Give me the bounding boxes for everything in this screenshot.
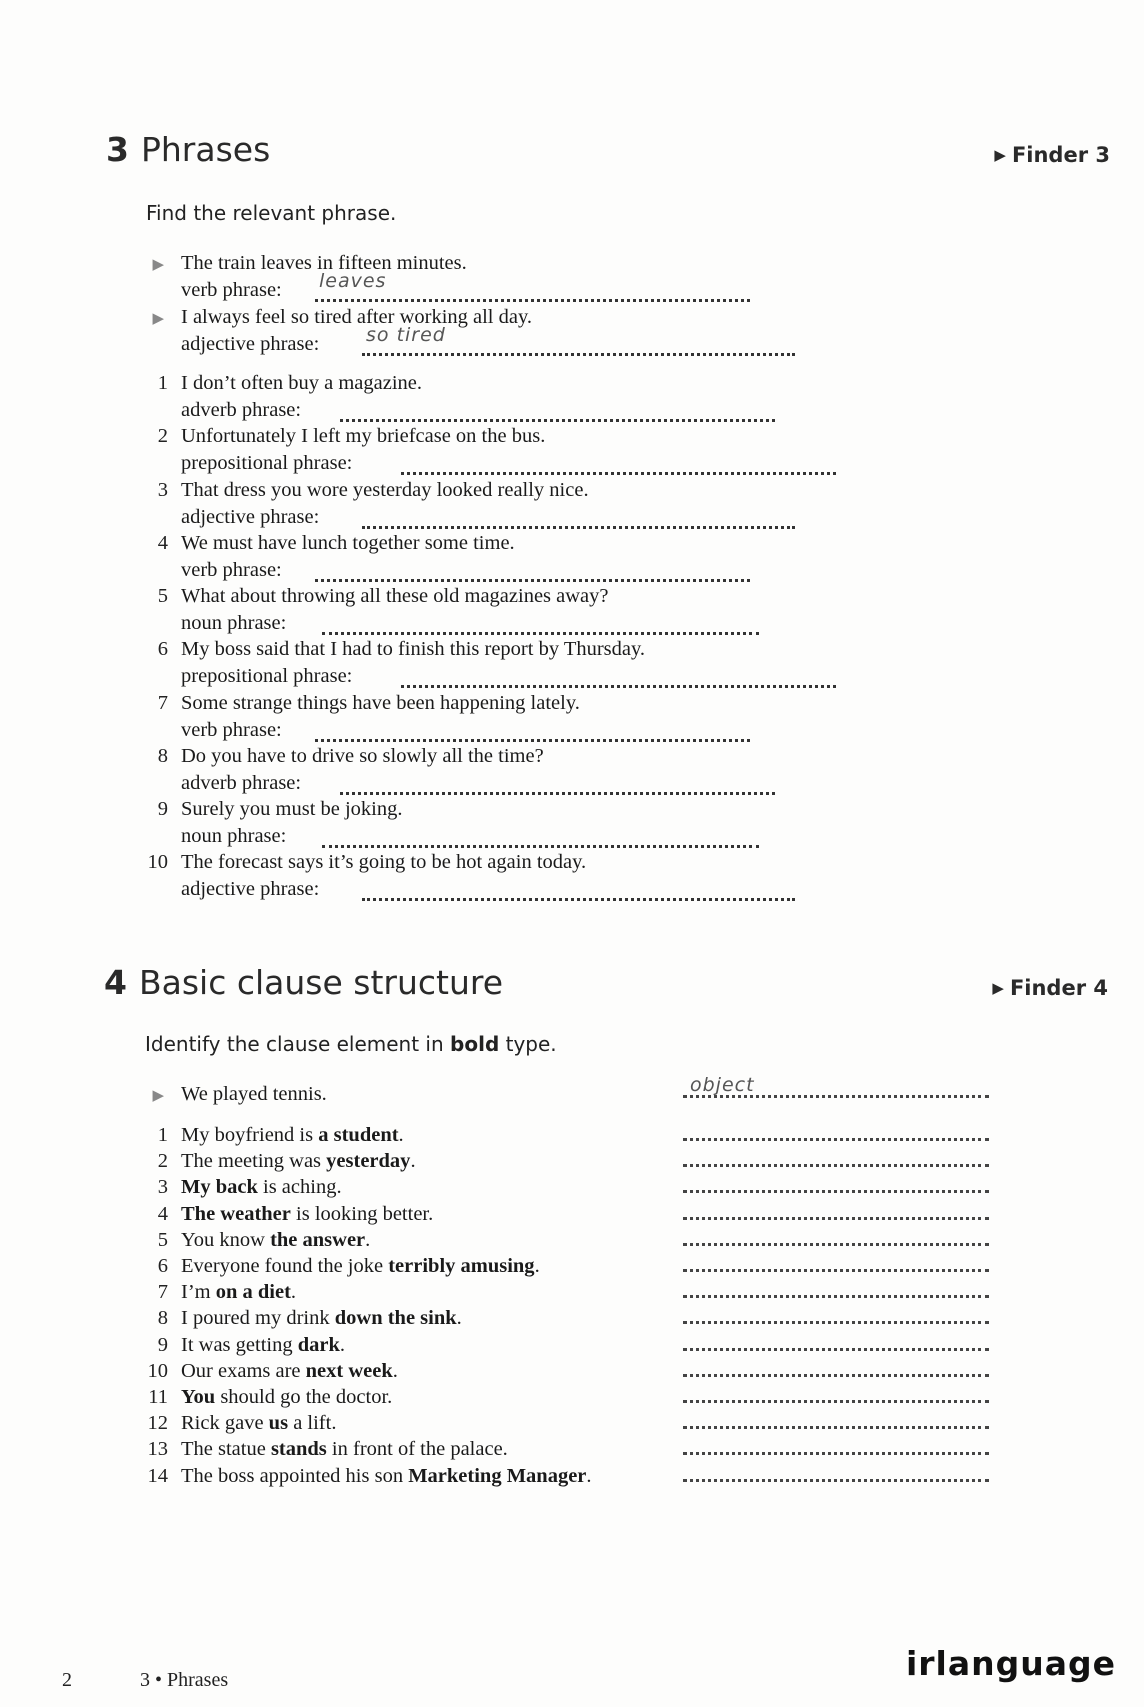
phrase-type-label: adverb phrase: xyxy=(181,772,302,794)
item-number: 9 xyxy=(157,1333,168,1356)
answer-blank[interactable] xyxy=(322,618,759,635)
page-number: 2 xyxy=(62,1669,72,1691)
sentence: I don’t often buy a magazine. xyxy=(181,372,422,394)
sentence: The meeting was yesterday. xyxy=(181,1150,416,1173)
phrase-type-label: adjective phrase: xyxy=(181,333,320,355)
item-number: 8 xyxy=(157,745,168,767)
sentence: I’m on a diet. xyxy=(181,1281,297,1304)
sentence: You should go the doctor. xyxy=(181,1386,393,1408)
answer-blank[interactable] xyxy=(683,1283,989,1298)
bold-clause-element: terribly amusing xyxy=(388,1255,535,1277)
sentence: The statue stands in front of the palace. xyxy=(181,1438,508,1461)
sentence: What about throwing all these old magazines away? xyxy=(181,585,609,607)
phrase-type-label: adjective phrase: xyxy=(181,506,320,528)
section-3-instruction: Find the relevant phrase. xyxy=(146,201,397,225)
example-arrow-icon: ▶ xyxy=(152,1088,164,1104)
item-number: 4 xyxy=(157,1202,168,1225)
section-title-text: Basic clause structure xyxy=(138,963,504,1002)
handwritten-answer: object xyxy=(690,1074,755,1096)
section-title-text: Phrases xyxy=(140,130,271,169)
sentence: Surely you must be joking. xyxy=(181,798,403,820)
bold-clause-element: a student xyxy=(318,1124,399,1146)
item-number: 5 xyxy=(157,1228,168,1251)
item-number: 12 xyxy=(147,1412,168,1435)
answer-blank[interactable] xyxy=(322,831,759,848)
bold-clause-element: us xyxy=(268,1412,289,1435)
section-4-title xyxy=(104,963,503,1002)
sentence: The weather is looking better. xyxy=(181,1202,434,1225)
answer-blank[interactable] xyxy=(315,565,750,582)
phrase-type-label: verb phrase: xyxy=(181,719,282,741)
instruction-text: type. xyxy=(505,1032,557,1056)
finder-label: Finder 4 xyxy=(1009,976,1108,1000)
item-number: 2 xyxy=(157,425,168,447)
bold-clause-element: the answer xyxy=(270,1228,366,1251)
answer-blank[interactable] xyxy=(683,1362,989,1377)
bold-clause-element: down the sink xyxy=(334,1307,457,1330)
item-number: 11 xyxy=(148,1386,168,1408)
sentence: Some strange things have been happening lately. xyxy=(181,692,580,714)
instruction-text: Identify the clause element in xyxy=(145,1032,444,1056)
answer-blank[interactable] xyxy=(315,725,750,742)
sentence: Everyone found the joke terribly amusing. xyxy=(181,1255,540,1277)
finder-label: Finder 3 xyxy=(1011,143,1110,167)
answer-blank[interactable] xyxy=(683,1126,989,1141)
item-number: 2 xyxy=(157,1150,168,1173)
answer-blank[interactable] xyxy=(683,1414,989,1429)
answer-blank[interactable] xyxy=(683,1336,989,1351)
item-number: 1 xyxy=(157,1124,168,1146)
bold-clause-element: stands xyxy=(270,1438,327,1461)
item-number: 8 xyxy=(157,1307,168,1330)
item-number: 7 xyxy=(157,692,168,714)
running-head: 3 • Phrases xyxy=(140,1669,229,1691)
phrase-type-label: verb phrase: xyxy=(181,559,282,581)
item-number: 3 xyxy=(157,1176,168,1199)
bold-clause-element: You xyxy=(181,1386,216,1408)
bold-clause-element: yesterday xyxy=(326,1150,411,1173)
bold-clause-element: The weather xyxy=(181,1202,291,1225)
phrase-type-label: adverb phrase: xyxy=(181,399,302,421)
example-arrow-icon: ▶ xyxy=(152,257,164,273)
handwritten-answer: leaves xyxy=(319,270,387,292)
bold-clause-element: My back xyxy=(181,1176,258,1199)
sentence: Rick gave us a lift. xyxy=(181,1412,337,1435)
answer-blank[interactable] xyxy=(683,1231,989,1246)
answer-blank[interactable] xyxy=(683,1205,989,1220)
answer-blank[interactable] xyxy=(401,458,836,475)
item-number: 9 xyxy=(157,798,168,820)
handwritten-answer: so tired xyxy=(366,324,446,346)
answer-blank[interactable] xyxy=(683,1388,989,1403)
triangle-right-icon: ▶ xyxy=(994,146,1006,164)
sentence: I poured my drink down the sink. xyxy=(181,1307,462,1330)
sentence: It was getting dark. xyxy=(181,1333,345,1356)
answer-blank[interactable] xyxy=(401,671,836,688)
phrase-type-label: noun phrase: xyxy=(181,825,287,847)
sentence: The train leaves in fifteen minutes. xyxy=(181,252,467,274)
answer-blank[interactable] xyxy=(340,778,775,795)
section-number: 3 xyxy=(106,130,129,169)
phrase-type-label: verb phrase: xyxy=(181,279,282,301)
item-number: 1 xyxy=(157,372,168,394)
section-4-instruction xyxy=(145,1032,557,1056)
bold-clause-element: dark xyxy=(297,1333,340,1356)
phrase-type-label: adjective phrase: xyxy=(181,878,320,900)
item-number: 13 xyxy=(147,1438,168,1461)
bold-clause-element: Marketing Manager xyxy=(408,1464,587,1487)
item-number: 14 xyxy=(147,1464,168,1487)
sentence: My boyfriend is a student. xyxy=(181,1124,404,1146)
example-arrow-icon: ▶ xyxy=(152,311,164,327)
sentence: My boss said that I had to finish this report by Thursday. xyxy=(181,638,646,660)
sentence: Do you have to drive so slowly all the time? xyxy=(181,745,544,767)
answer-blank[interactable] xyxy=(683,1257,989,1272)
finder-3-link[interactable] xyxy=(994,143,1110,167)
phrase-type-label: noun phrase: xyxy=(181,612,287,634)
sentence: We must have lunch together some time. xyxy=(181,532,515,554)
section-number: 4 xyxy=(104,963,127,1002)
sentence: The boss appointed his son Marketing Manager. xyxy=(181,1464,592,1487)
bold-clause-element: next week xyxy=(305,1359,393,1382)
instruction-bold-word: bold xyxy=(450,1032,500,1056)
triangle-right-icon: ▶ xyxy=(992,979,1004,997)
sentence: The forecast says it’s going to be hot again today. xyxy=(181,851,587,873)
sentence: My back is aching. xyxy=(181,1176,342,1199)
answer-blank[interactable] xyxy=(362,512,795,529)
answer-blank[interactable] xyxy=(683,1309,989,1324)
sentence: Unfortunately I left my briefcase on the bus. xyxy=(181,425,546,447)
sentence: I always feel so tired after working all day. xyxy=(181,306,533,328)
section-3-title xyxy=(106,130,270,169)
sentence: You know the answer. xyxy=(181,1228,371,1251)
sentence: We played tennis. xyxy=(181,1083,327,1105)
answer-blank[interactable] xyxy=(683,1467,989,1482)
item-number: 10 xyxy=(147,851,168,873)
item-number: 10 xyxy=(147,1359,168,1382)
sentence: That dress you wore yesterday looked really nice. xyxy=(181,479,589,501)
phrase-type-label: prepositional phrase: xyxy=(181,665,353,687)
item-number: 3 xyxy=(157,479,168,501)
answer-blank[interactable] xyxy=(362,884,795,901)
answer-blank[interactable] xyxy=(340,405,775,422)
answer-blank[interactable] xyxy=(683,1152,989,1167)
item-number: 6 xyxy=(157,1255,168,1277)
sentence: Our exams are next week. xyxy=(181,1359,398,1382)
item-number: 4 xyxy=(157,532,168,554)
publisher-logo: irlanguage xyxy=(905,1644,1116,1683)
item-number: 5 xyxy=(157,585,168,607)
bold-clause-element: on a diet xyxy=(215,1281,291,1304)
answer-blank[interactable] xyxy=(683,1440,989,1455)
finder-4-link[interactable] xyxy=(992,976,1108,1000)
answer-blank[interactable] xyxy=(683,1178,989,1193)
item-number: 7 xyxy=(157,1281,168,1304)
item-number: 6 xyxy=(157,638,168,660)
phrase-type-label: prepositional phrase: xyxy=(181,452,353,474)
